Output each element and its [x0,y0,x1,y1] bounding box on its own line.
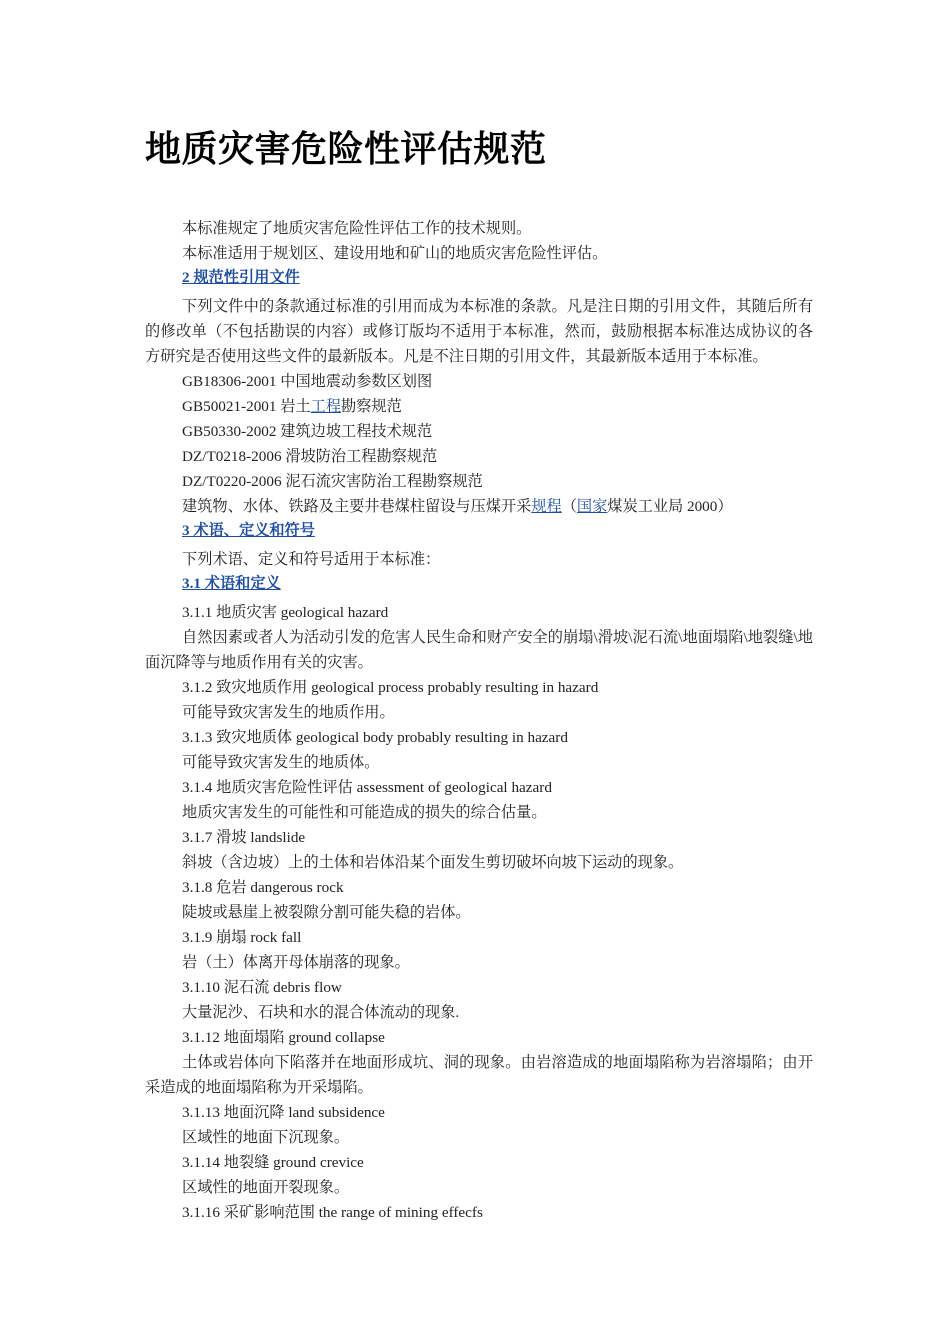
term-definition: 地质灾害发生的可能性和可能造成的损失的综合估量。 [182,804,547,821]
term-definition: 岩（土）体离开母体崩落的现象。 [182,954,410,971]
term-entry: 3.1.1 地质灾害 geological hazard [182,604,389,621]
term-definition: 斜坡（含边坡）上的土体和岩体沿某个面发生剪切破坏向坡下运动的现象。 [182,854,684,871]
reference-item: GB18306-2001 中国地震动参数区划图 [182,373,433,390]
term-entry: 3.1.2 致灾地质作用 geological process probably resulting in hazard [182,679,599,696]
term-definition: 土体或岩体向下陷落并在地面形成坑、洞的现象。由岩溶造成的地面塌陷称为岩溶塌陷；由开采造成的地面塌陷称为开采塌陷。 [145,1054,813,1096]
national-link[interactable]: 国家 [576,498,608,515]
document-title: 地质灾害危险性评估规范 [145,129,547,169]
term-definition: 自然因素或者人为活动引发的危害人民生命和财产安全的崩塌\滑坡\泥石流\地面塌陷\地裂缝\地面沉降等与地质作用有关的灾害。 [145,629,813,671]
term-entry: 3.1.14 地裂缝 ground crevice [182,1154,364,1171]
term-entry: 3.1.16 采矿影响范围 the range of mining effecfs [182,1204,483,1221]
reference-text: 勘察规范 [341,398,402,415]
intro-paragraph: 本标准规定了地质灾害危险性评估工作的技术规则。 [182,220,532,237]
section-heading-2[interactable]: 2 规范性引用文件 [182,269,300,286]
term-entry: 3.1.3 致灾地质体 geological body probably resulting in hazard [182,729,568,746]
section-3-intro: 下列术语、定义和符号适用于本标准： [182,551,441,568]
intro-paragraph: 本标准适用于规划区、建设用地和矿山的地质灾害危险性评估。 [182,245,608,262]
term-definition: 可能导致灾害发生的地质作用。 [182,704,395,721]
reference-item: GB50330-2002 建筑边坡工程技术规范 [182,423,433,440]
document-content [145,120,813,1225]
section-heading-3[interactable]: 3 术语、定义和符号 [182,522,315,539]
reference-text: （ [561,498,577,515]
term-entry: 3.1.7 滑坡 landslide [182,829,306,846]
term-definition: 大量泥沙、石块和水的混合体流动的现象. [182,1004,460,1021]
term-entry: 3.1.10 泥石流 debris flow [182,979,342,996]
term-definition: 区域性的地面下沉现象。 [182,1129,350,1146]
reference-text: 建筑物、水体、铁路及主要井巷煤柱留设与压煤开采 [182,498,532,515]
reference-item [145,394,813,419]
term-entry: 3.1.13 地面沉降 land subsidence [182,1104,385,1121]
term-entry: 3.1.12 地面塌陷 ground collapse [182,1029,385,1046]
reference-item [145,494,813,519]
term-entry: 3.1.4 地质灾害危险性评估 assessment of geological hazard [182,779,552,796]
reference-item: DZ/T0220-2006 泥石流灾害防治工程勘察规范 [182,473,483,490]
section-2-body: 下列文件中的条款通过标准的引用而成为本标准的条款。凡是注日期的引用文件，其随后所有的修改单（不包括勘误的内容）或修订版均不适用于本标准，然而，鼓励根据本标准达成协议的各方研究是否使用这些文件的最新版本。凡是不注日期的引用文件，其最新版本适用于本标准。 [145,298,813,365]
term-definition: 可能导致灾害发生的地质体。 [182,754,380,771]
terms-list [145,600,813,1225]
term-definition: 陡坡或悬崖上被裂隙分割可能失稳的岩体。 [182,904,471,921]
reference-item: DZ/T0218-2006 滑坡防治工程勘察规范 [182,448,438,465]
section-heading-3-1[interactable]: 3.1 术语和定义 [182,575,281,592]
term-definition: 区域性的地面开裂现象。 [182,1179,350,1196]
engineering-link[interactable]: 工程 [310,398,342,415]
term-entry: 3.1.9 崩塌 rock fall [182,929,302,946]
regulation-link[interactable]: 规程 [531,498,562,515]
term-entry: 3.1.8 危岩 dangerous rock [182,879,344,896]
reference-text: 煤炭工业局 2000） [607,498,733,515]
reference-text: GB50021-2001 岩土 [182,398,311,415]
